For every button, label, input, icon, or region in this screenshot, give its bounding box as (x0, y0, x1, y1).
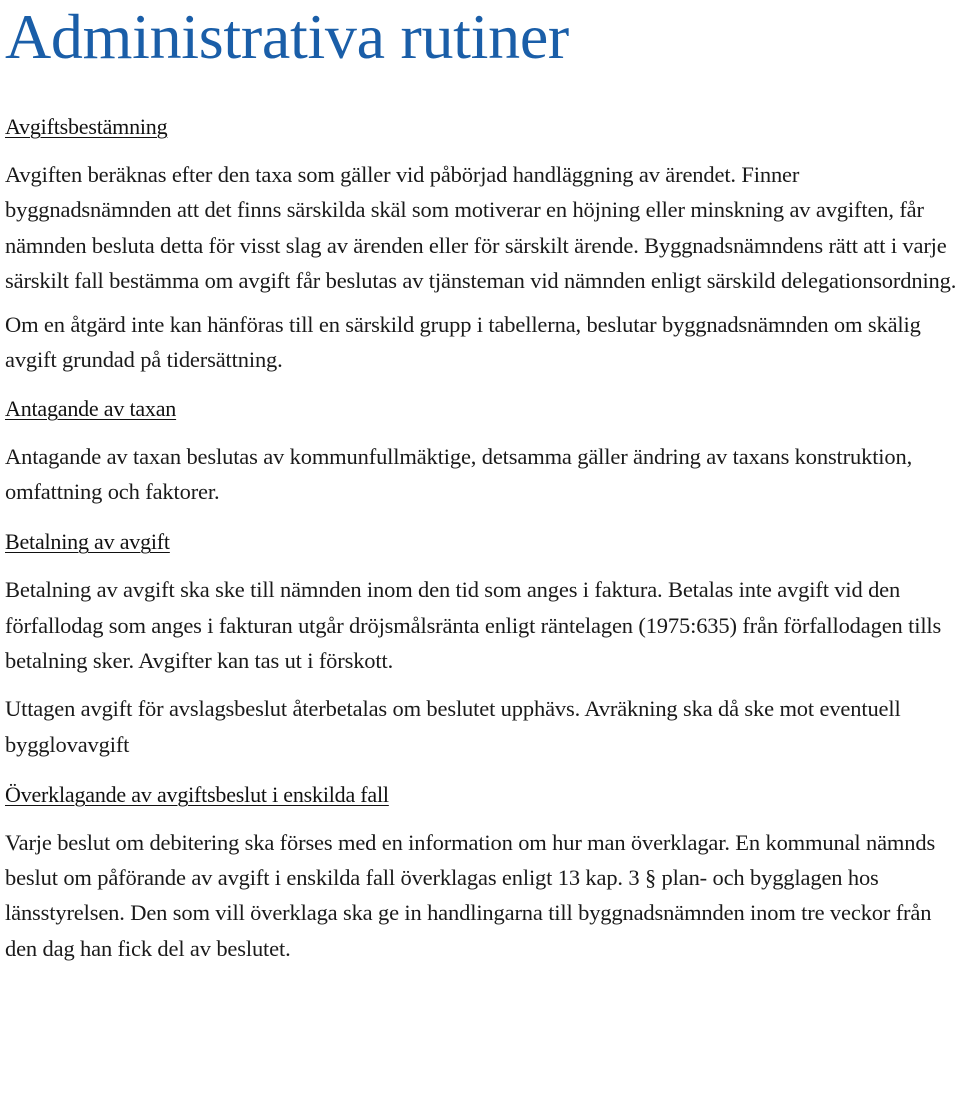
section-paragraph: Betalning av avgift ska ske till nämnden inom den tid som anges i faktura. Betalas inte avgift vid den förfallodag som anges i fakturan utgår dröjsmålsränta enligt räntelagen (1975:635) från förfallodagen tills betalning sker. Avgifter kan tas ut i förskott. (5, 577, 942, 673)
section-paragraph: Om en åtgärd inte kan hänföras till en särskild grupp i tabellerna, beslutar byggnadsnämnden om skälig avgift grundad på tidersättning. (5, 312, 921, 373)
section-paragraph: Varje beslut om debitering ska förses med en information om hur man överklagar. En kommunal nämnds beslut om påförande av avgift i enskilda fall överklagas enligt 13 kap. 3 § plan- och bygglagen hos länsstyrelsen. Den som vill överklaga ska ge in handlingarna till byggnadsnämnden inom tre veckor från den dag han fick del av beslutet. (5, 829, 936, 961)
section-paragraph: Antagande av taxan beslutas av kommunfullmäktige, detsamma gäller ändring av taxans konstruktion, omfattning och faktorer. (5, 443, 913, 505)
section-avgiftsbestamning (5, 113, 957, 378)
section-overklagande (5, 781, 957, 966)
section-heading: Antagande av taxan (5, 395, 177, 421)
section-heading: Överklagande av avgiftsbeslut i enskilda fall (5, 781, 389, 807)
section-heading: Avgiftsbestämning (5, 114, 168, 139)
section-antagande-av-taxan (5, 395, 957, 510)
section-paragraph: Uttagen avgift för avslagsbeslut återbetalas om beslutet upphävs. Avräkning ska då ske mot eventuell bygglovavgift (5, 696, 901, 757)
section-paragraph: Avgiften beräknas efter den taxa som gäller vid påbörjad handläggning av ärendet. Finner byggnadsnämnden att det finns särskilda skäl som motiverar en höjning eller minskning av avgiften, får nämnden besluta detta för visst slag av ärenden eller för särskilt ärende. Byggnadsnämndens rätt att i varje särskilt fall bestämma om avgift får beslutas av tjänsteman vid nämnden enligt särskild delegationsordning. (5, 162, 957, 293)
page-title: Administrativa rutiner (5, 1, 569, 72)
section-heading: Betalning av avgift (5, 529, 170, 555)
document-page (5, 0, 957, 966)
section-betalning-av-avgift (5, 528, 957, 761)
